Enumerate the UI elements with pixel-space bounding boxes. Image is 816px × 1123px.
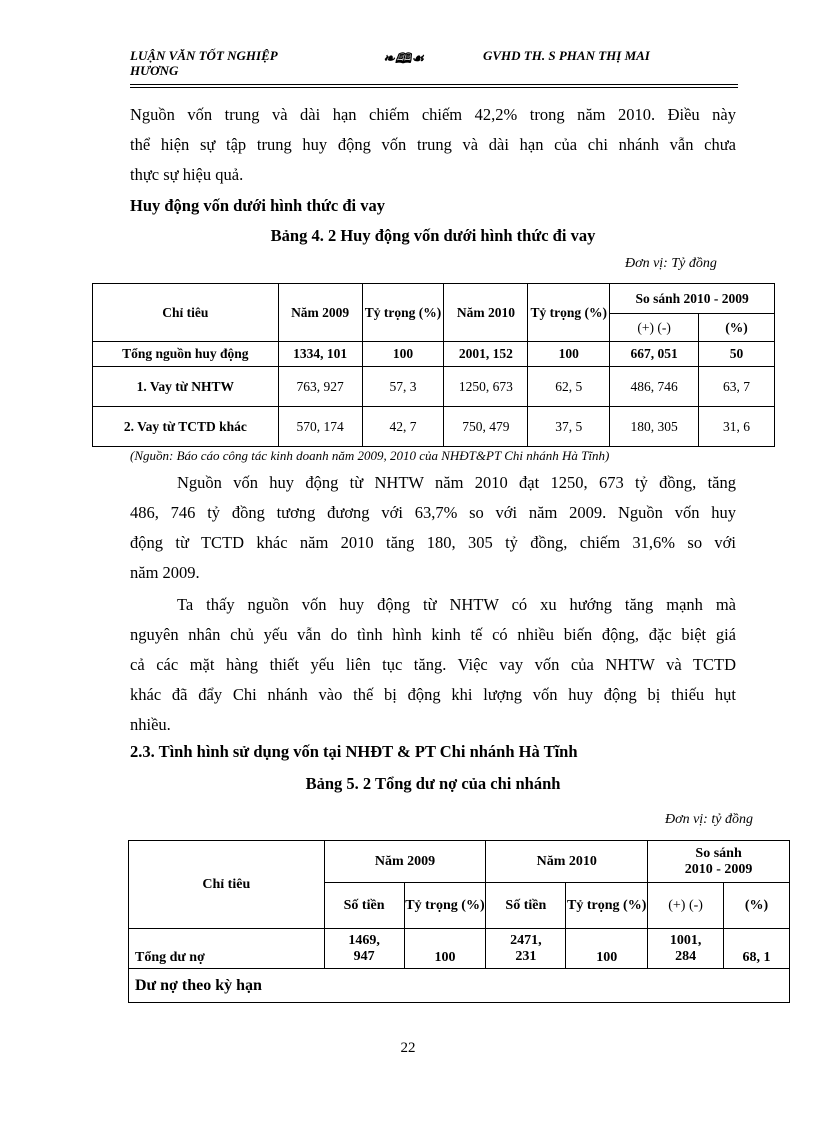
text-line: Nguồn vốn huy động từ NHTW năm 2010 đạt 1250, 673 tỷ đồng, tăng	[177, 473, 736, 492]
cell: 750, 479	[444, 407, 528, 447]
text-line: khác đã đẩy Chi nhánh vào thế bị động khi lượng vốn huy động bị thiếu hụt	[130, 685, 736, 704]
col-header-plusminus: (+) (-)	[610, 314, 699, 342]
col-header-2009: Năm 2009	[278, 284, 362, 342]
section-heading: 2.3. Tình hình sử dụng vốn tại NHĐT & PT Chi nhánh Hà Tĩnh	[130, 742, 578, 761]
cell: 50	[699, 342, 775, 367]
header-rule	[130, 84, 738, 85]
text-line: thể hiện sự tập trung huy động vốn trung và dài hạn của chi nhánh vẫn chưa	[130, 135, 736, 154]
row-label: Tổng nguồn huy động	[93, 342, 279, 367]
cell: 68, 1	[724, 929, 790, 969]
table-row	[93, 367, 775, 407]
text-line: nguyên nhân chủ yếu vẫn do tình hình kinh tế có nhiều biến động, đặc biệt giá	[130, 625, 736, 644]
cell: 37, 5	[528, 407, 610, 447]
table1-source: (Nguồn: Báo cáo công tác kinh doanh năm 2009, 2010 của NHĐT&PT Chi nhánh Hà Tĩnh)	[130, 448, 610, 463]
table-total-loans	[128, 840, 790, 1003]
cell: 2001, 152	[444, 342, 528, 367]
col-header-chi-tieu: Chỉ tiêu	[93, 284, 279, 342]
table-row	[93, 342, 775, 367]
text-line: nhiều.	[130, 715, 171, 734]
cell: 180, 305	[610, 407, 699, 447]
col-header-tytrong-2009: Tỷ trọng (%)	[362, 284, 444, 342]
col-header-2010: Năm 2010	[444, 284, 528, 342]
col-header-pct: (%)	[699, 314, 775, 342]
paragraph-1	[130, 100, 736, 190]
col-header-sotien-2010: Số tiền	[486, 883, 566, 929]
cell-part: 947	[353, 948, 375, 964]
col-header-2009: Năm 2009	[324, 841, 486, 883]
row-label: 1. Vay từ NHTW	[93, 367, 279, 407]
cell-part: 284	[675, 948, 697, 964]
cell: 100	[404, 929, 486, 969]
row-label: Tổng dư nợ	[129, 929, 325, 969]
paragraph-2	[130, 468, 736, 588]
col-header-chi-tieu: Chỉ tiêu	[129, 841, 325, 929]
cell: 63, 7	[699, 367, 775, 407]
text-line: năm 2009.	[130, 563, 200, 582]
col-header-sosanh: So sánh 2010 - 2009	[610, 284, 775, 314]
col-header-plusminus: (+) (-)	[648, 883, 724, 929]
header-advisor: GVHD TH. S PHAN THỊ MAI	[483, 48, 650, 63]
col-header-sosanh-line2: 2010 - 2009	[684, 861, 753, 877]
header-left	[130, 48, 330, 78]
header-rule-double	[130, 87, 738, 88]
text-line: động từ TCTD khác năm 2010 tăng 180, 305 tỷ đồng, chiếm 31,6% so với	[130, 533, 736, 552]
cell	[324, 929, 404, 969]
cell: 1334, 101	[278, 342, 362, 367]
table-borrowing	[92, 283, 775, 447]
cell: 42, 7	[362, 407, 444, 447]
table-row	[93, 407, 775, 447]
cell: 1250, 673	[444, 367, 528, 407]
cell: 763, 927	[278, 367, 362, 407]
page-number: 22	[400, 1040, 416, 1056]
col-header-sotien-2009: Số tiền	[324, 883, 404, 929]
cell: 100	[528, 342, 610, 367]
text-line: Ta thấy nguồn vốn huy động từ NHTW có xu hướng tăng mạnh mà	[177, 595, 736, 614]
text-line: thực sự hiệu quả.	[130, 165, 244, 184]
text-line: Nguồn vốn trung và dài hạn chiếm chiếm 42,2% trong năm 2010. Điều này	[130, 105, 736, 124]
cell: 486, 746	[610, 367, 699, 407]
header-ornament-icon: ❧🕮☙	[383, 52, 424, 67]
col-header-tytrong-2010: Tỷ trọng (%)	[528, 284, 610, 342]
row-label: 2. Vay từ TCTD khác	[93, 407, 279, 447]
cell: 31, 6	[699, 407, 775, 447]
cell: 57, 3	[362, 367, 444, 407]
cell	[648, 929, 724, 969]
table-row	[129, 969, 790, 1003]
section-heading: Huy động vốn dưới hình thức đi vay	[130, 196, 385, 215]
cell: 62, 5	[528, 367, 610, 407]
header-title-line1: LUẬN VĂN TỐT NGHIỆP	[130, 48, 278, 63]
text-line: cả các mặt hàng thiết yếu liên tục tăng. Việc vay vốn của NHTW và TCTD	[130, 655, 736, 674]
cell-part: 1001,	[669, 932, 702, 948]
cell: 667, 051	[610, 342, 699, 367]
paragraph-3	[130, 590, 736, 740]
table2-unit: Đơn vị: tỷ đồng	[665, 812, 753, 827]
section-row: Dư nợ theo kỳ hạn	[129, 969, 790, 1003]
cell: 100	[362, 342, 444, 367]
col-header-tytrong-2010: Tỷ trọng (%)	[566, 883, 648, 929]
text-line: 486, 746 tỷ đồng tương đương với 63,7% so với năm 2009. Nguồn vốn huy	[130, 503, 736, 522]
cell	[486, 929, 566, 969]
table1-unit: Đơn vị: Tỷ đồng	[625, 256, 717, 271]
cell-part: 1469,	[348, 932, 380, 948]
table2-caption: Bảng 5. 2 Tổng dư nợ của chi nhánh	[305, 774, 561, 793]
col-header-pct: (%)	[724, 883, 790, 929]
cell: 570, 174	[278, 407, 362, 447]
cell-part: 231	[515, 948, 537, 964]
cell-part: 2471,	[510, 932, 542, 948]
table-row	[129, 929, 790, 969]
col-header-sosanh	[648, 841, 790, 883]
col-header-2010: Năm 2010	[486, 841, 648, 883]
cell: 100	[566, 929, 648, 969]
table1-caption: Bảng 4. 2 Huy động vốn dưới hình thức đi vay	[270, 226, 596, 245]
header-title-line2: HƯƠNG	[130, 63, 179, 78]
col-header-sosanh-line1: So sánh	[695, 845, 742, 861]
col-header-tytrong-2009: Tỷ trọng (%)	[404, 883, 486, 929]
